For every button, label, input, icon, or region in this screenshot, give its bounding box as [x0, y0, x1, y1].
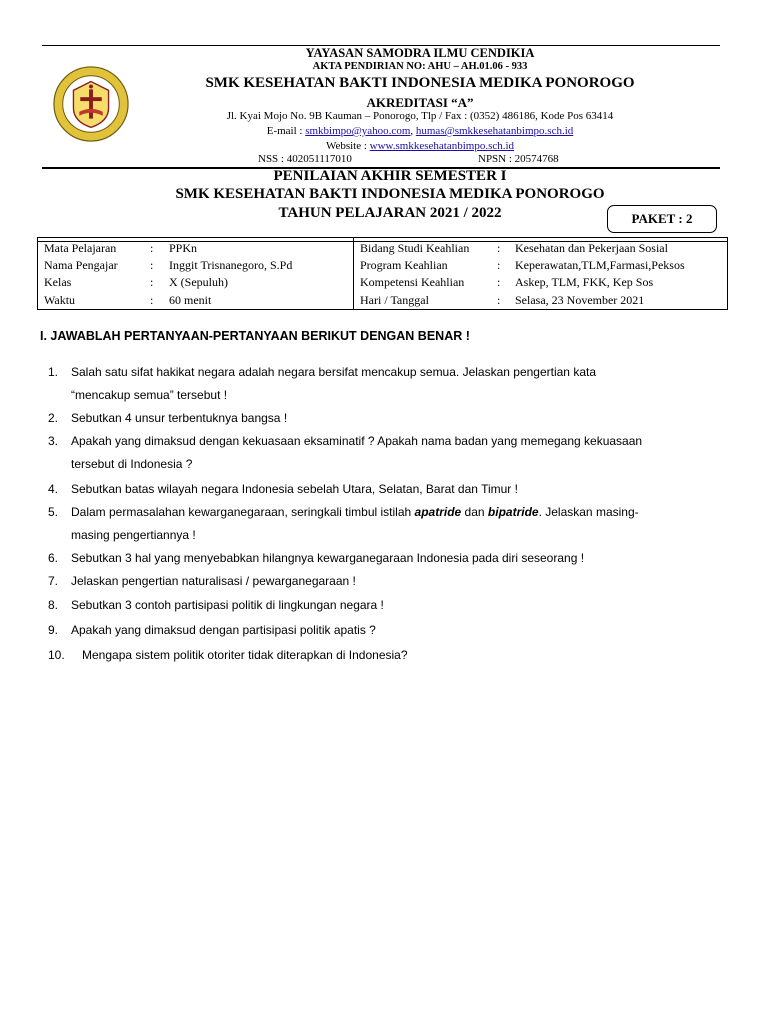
question-text-part: dan: [461, 505, 488, 519]
info-value-teacher: Inggit Trisnanegoro, S.Pd: [169, 258, 293, 272]
question-text: Apakah yang dimaksud dengan kekuasaan eksaminatif ? Apakah nama badan yang memegang kekuasaan: [71, 434, 643, 448]
info-sep: :: [150, 241, 154, 255]
question-text: Sebutkan 4 unsur terbentuknya bangsa !: [71, 411, 288, 425]
exam-info-table: [37, 237, 728, 310]
info-table-divider: [353, 238, 354, 309]
info-sep: :: [150, 258, 154, 272]
school-logo: [52, 65, 130, 143]
foundation-name: YAYASAN SAMODRA ILMU CENDIKIA: [305, 46, 535, 60]
email-link-2[interactable]: humas@smkkesehatanbimpo.sch.id: [415, 125, 574, 137]
question-item: [48, 361, 720, 407]
question-text: [71, 501, 721, 524]
email-label: E-mail :: [266, 125, 306, 137]
question-number: 9.: [48, 623, 59, 637]
email-line: [150, 125, 690, 137]
question-text-cont: “mencakup semua” tersebut !: [71, 388, 228, 402]
question-text: Sebutkan batas wilayah negara Indonesia sebelah Utara, Selatan, Barat dan Timur !: [71, 482, 518, 496]
question-text-cont: masing pengertiannya !: [71, 528, 196, 542]
info-value-class: X (Sepuluh): [169, 275, 228, 289]
exam-title: PENILAIAN AKHIR SEMESTER I: [273, 168, 507, 184]
term-apatride: apatride: [414, 505, 462, 519]
info-sep: :: [497, 241, 501, 255]
npsn-number: NPSN : 20574768: [478, 153, 559, 165]
exam-school: SMK KESEHATAN BAKTI INDONESIA MEDIKA PONOROGO: [175, 186, 605, 202]
info-label-program: Program Keahlian: [360, 258, 448, 272]
question-text: Apakah yang dimaksud dengan partisipasi politik apatis ?: [71, 623, 376, 637]
email-separator: ,: [410, 125, 416, 137]
website-label: Website :: [325, 140, 370, 152]
info-value-date: Selasa, 23 November 2021: [515, 293, 645, 307]
info-label-date: Hari / Tanggal: [360, 293, 429, 307]
info-sep: :: [497, 293, 501, 307]
info-sep: :: [150, 293, 154, 307]
question-number: 8.: [48, 598, 59, 612]
question-item: [48, 570, 720, 593]
question-number: 5.: [48, 505, 59, 519]
question-text: Sebutkan 3 contoh partisipasi politik di lingkungan negara !: [71, 598, 384, 612]
info-value-program: Keperawatan,TLM,Farmasi,Peksos: [515, 258, 685, 272]
question-item: [48, 644, 720, 667]
info-value-competency: Askep, TLM, FKK, Kep Sos: [515, 275, 654, 289]
question-number: 3.: [48, 434, 59, 448]
exam-year: TAHUN PELAJARAN 2021 / 2022: [278, 205, 502, 221]
question-text-part: Dalam permasalahan kewarganegaraan, seringkali timbul istilah: [71, 505, 415, 519]
info-label-subject: Mata Pelajaran: [44, 241, 117, 255]
question-text: Salah satu sifat hakikat negara adalah negara bersifat mencakup semua. Jelaskan pengertian kata: [71, 365, 596, 379]
paket-badge: PAKET : 2: [607, 205, 717, 233]
school-address: Jl. Kyai Mojo No. 9B Kauman – Ponorogo, Tlp / Fax : (0352) 486186, Kode Pos 63414: [226, 110, 614, 122]
info-label-class: Kelas: [44, 275, 72, 289]
info-value-subject: PPKn: [169, 241, 198, 255]
website-line: [150, 140, 690, 152]
info-label-time: Waktu: [44, 293, 76, 307]
accreditation: AKREDITASI “A”: [366, 95, 474, 110]
question-text-part: . Jelaskan masing-: [538, 505, 639, 519]
info-value-field: Kesehatan dan Pekerjaan Sosial: [515, 241, 668, 255]
term-bipatride: bipatride: [487, 505, 539, 519]
website-link[interactable]: www.smkkesehatanbimpo.sch.id: [369, 140, 515, 152]
question-item: [48, 594, 720, 617]
info-label-teacher: Nama Pengajar: [44, 258, 118, 272]
nss-number: NSS : 402051117010: [258, 153, 352, 165]
question-item: [48, 501, 720, 547]
question-number: 7.: [48, 574, 59, 588]
question-number: 4.: [48, 482, 59, 496]
question-text-cont: tersebut di Indonesia ?: [71, 457, 193, 471]
question-item: [48, 407, 720, 430]
info-sep: :: [497, 258, 501, 272]
question-item: [48, 478, 720, 501]
question-text: Sebutkan 3 hal yang menyebabkan hilangnya kewarganegaraan Indonesia pada diri seseorang !: [71, 551, 585, 565]
akta-pendirian: AKTA PENDIRIAN NO: AHU – AH.01.06 - 933: [312, 61, 528, 72]
section-instruction: I. JAWABLAH PERTANYAAN-PERTANYAAN BERIKUT DENGAN BENAR !: [40, 329, 470, 343]
info-label-field: Bidang Studi Keahlian: [360, 241, 470, 255]
question-number: 10.: [48, 648, 65, 662]
question-number: 2.: [48, 411, 59, 425]
info-label-competency: Kompetensi Keahlian: [360, 275, 465, 289]
school-name: SMK KESEHATAN BAKTI INDONESIA MEDIKA PONOROGO: [205, 75, 635, 91]
question-number: 6.: [48, 551, 59, 565]
question-text: Jelaskan pengertian naturalisasi / pewarganegaraan !: [71, 574, 356, 588]
info-sep: :: [497, 275, 501, 289]
question-number: 1.: [48, 365, 59, 379]
info-value-time: 60 menit: [169, 293, 212, 307]
question-item: [48, 547, 720, 570]
question-text: Mengapa sistem politik otoriter tidak diterapkan di Indonesia?: [82, 648, 408, 662]
question-item: [48, 430, 720, 476]
question-item: [48, 619, 720, 642]
info-sep: :: [150, 275, 154, 289]
email-link-1[interactable]: smkbimpo@yahoo.com: [305, 125, 411, 137]
